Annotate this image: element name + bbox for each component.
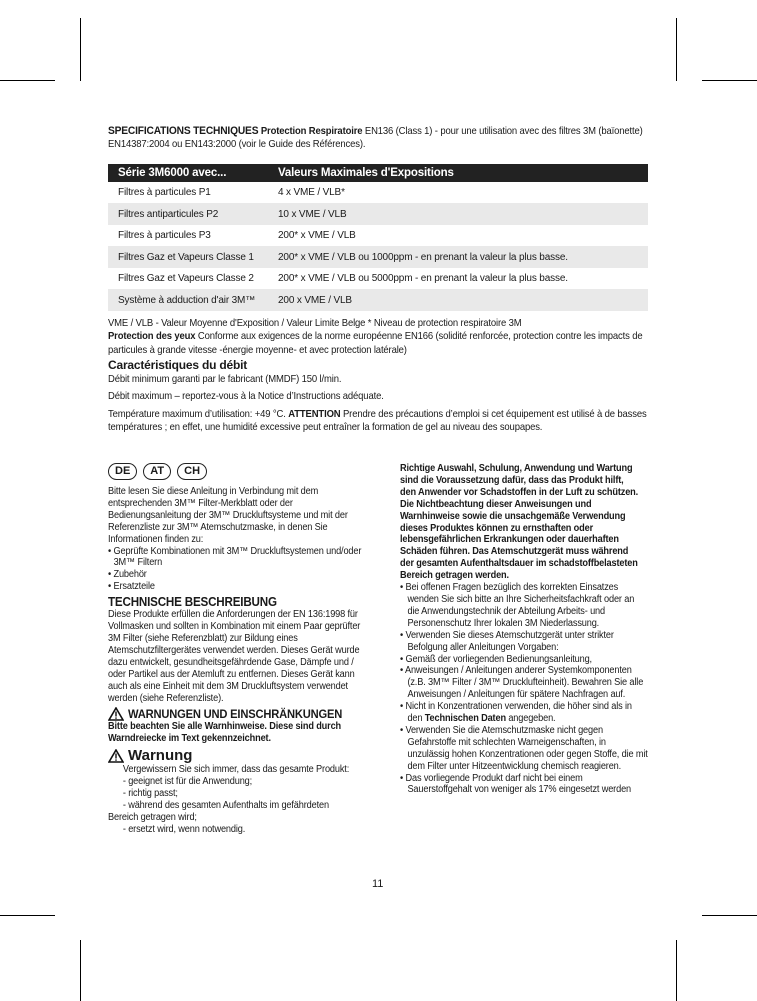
language-badges bbox=[108, 463, 366, 480]
table-cell: 200* x VME / VLB ou 1000ppm - en prenant la valeur la plus basse. bbox=[278, 246, 648, 268]
warnung-label: Warnung bbox=[128, 747, 193, 765]
table-cell: Filtres Gaz et Vapeurs Classe 1 bbox=[108, 246, 278, 268]
table-cell: Système à adduction d'air 3M™ bbox=[108, 289, 278, 311]
table-cell: Filtres Gaz et Vapeurs Classe 2 bbox=[118, 273, 254, 285]
language-badge: DE bbox=[108, 463, 137, 480]
bullet-item: • Verwenden Sie dieses Atemschutzgerät unter strikter Befolgung aller Anleitungen Vorgaben: bbox=[400, 629, 614, 653]
temperature-rest: Prendre des précautions d’emploi si cet équipement est utilisé à de basses températures ; en effet, une humidité excessive peut entraîner la formation de gel au niveau des soupapes. bbox=[108, 408, 647, 434]
bullet-item: • Gemäß der vorliegenden Bedienungsanleitung, bbox=[400, 653, 592, 665]
page-number: 11 bbox=[372, 878, 384, 890]
spec-title: SPECIFICATIONS TECHNIQUES bbox=[108, 125, 259, 137]
warning-triangle-icon bbox=[108, 749, 124, 763]
warning-triangle-icon bbox=[108, 707, 124, 721]
table-cell: 200* x VME / VLB bbox=[278, 230, 356, 242]
spec-text: EN136 (Class 1) - pour une utilisation avec des filtres 3M (baïonette) EN14387:2004 ou EN143:2000 (voir le Guide des Références). bbox=[108, 126, 643, 151]
eye-protection-text bbox=[108, 330, 650, 357]
warning-line: - während des gesamten Aufenthalts im gefährdeten bbox=[122, 799, 329, 811]
table-footnote: VME / VLB - Valeur Moyenne d'Exposition / Valeur Limite Belge * Niveau de protection respiratoire 3M bbox=[108, 317, 522, 329]
table-cell: Filtres à particules P3 bbox=[118, 230, 211, 242]
warning-line: - richtig passt; bbox=[122, 788, 178, 800]
crop-mark bbox=[702, 80, 757, 81]
warnung-row bbox=[108, 747, 366, 764]
table-cell: Filtres à particules P1 bbox=[118, 187, 211, 199]
table-row bbox=[108, 289, 648, 311]
crop-mark bbox=[80, 18, 81, 81]
bullet-item: • Das vorliegende Produkt darf nicht bei einem Sauerstoffgehalt von weniger als 17% eingesetzt werden bbox=[400, 772, 632, 796]
tech-body: Diese Produkte erfüllen die Anforderungen der EN 136:1998 für Vollmasken und sollten in Kombination mit einem Paar geprüfter 3M Filter (siehe Referenzblatt) zur Bildung eines Atemschutzfiltergerätes verwendet werden. Dieses Gerät wurde dazu entwickelt, gesundheitsgefährdende Gase, Dämpfe und / oder Partikel aus der Atemluft zu entfernen. Dieses Gerät kann auch als eine Einheit mit dem 3M Druckluftsystem verwendet werden (siehe Referenzliste). bbox=[108, 609, 361, 704]
warnings-heading: WARNUNGEN UND EINSCHRÄNKUNGEN bbox=[128, 707, 343, 722]
attention-label: ATTENTION bbox=[288, 408, 341, 420]
table-cell: 200 x VME / VLB bbox=[278, 289, 648, 311]
table-cell: 200* x VME / VLB ou 5000ppm - en prenant la valeur la plus basse. bbox=[278, 273, 568, 285]
warnings-note: Bitte beachten Sie alle Warnhinweise. Diese sind durch Warndreiecke im Text gekennzeichnet. bbox=[108, 721, 342, 745]
lead-paragraph: Richtige Auswahl, Schulung, Anwendung und Wartung sind die Voraussetzung dafür, dass das Produkt hilft, den Anwender vor Schadstoffen in der Luft zu schützen. Die Nichtbeachtung dieser Anweisungen und Warnhinweise sowie die unsachgemäße Verwendung dieses Produktes können zu ernsthaften oder lebensgefährlichen Erkrankungen oder dauerhaften Schäden führen. Das Atemschutzgerät muss während der gesamten Aufenthaltsdauer im schadstoffbelasteten Bereich getragen werden. bbox=[400, 463, 639, 582]
crop-mark bbox=[676, 940, 677, 1001]
warning-line: Vergewissern Sie sich immer, dass das gesamte Produkt: bbox=[122, 764, 350, 776]
bullet-item: • Verwenden Sie die Atemschutzmaske nicht gegen Gefahrstoffe mit schlechten Warneigenschaften, in unzulässig hohen Konzentrationen oder gegen Stoffe, die mit dem Filter unter Hitzeentwicklung chemisch reagieren. bbox=[400, 724, 648, 772]
table-row bbox=[108, 225, 648, 247]
table-cell: 4 x VME / VLB* bbox=[278, 187, 345, 199]
german-left-column bbox=[108, 463, 366, 836]
flow-heading: Caractéristiques du débit bbox=[108, 358, 248, 373]
crop-mark bbox=[0, 80, 55, 81]
list-item: 3M™ Filtern bbox=[113, 557, 163, 569]
table-row bbox=[108, 246, 648, 268]
language-badge: CH bbox=[177, 463, 207, 480]
table-header-cell: Valeurs Maximales d'Expositions bbox=[278, 164, 648, 182]
crop-mark bbox=[676, 18, 677, 81]
list-item: • Ersatzteile bbox=[108, 581, 155, 593]
warning-line: - geeignet ist für die Anwendung; bbox=[122, 776, 253, 788]
list-item: • Geprüfte Kombinationen mit 3M™ Druckluftsystemen und/oder bbox=[108, 545, 362, 557]
bullet-item bbox=[400, 701, 648, 725]
warning-line: - ersetzt wird, wenn notwendig. bbox=[122, 823, 246, 835]
french-spec-section bbox=[108, 125, 653, 435]
bullet-item: • Anweisungen / Anleitungen anderer Systemkomponenten (z.B. 3M™ Filter / 3M™ Drucklufteinheit). Bewahren Sie alle Anweisungen / Anleitungen für spätere Nachfragen auf. bbox=[400, 665, 644, 701]
flow-line: Débit minimum garanti par le fabricant (MMDF) 150 l/min. bbox=[108, 374, 342, 386]
spec-intro bbox=[108, 125, 650, 152]
language-badge: AT bbox=[143, 463, 171, 480]
temperature-text bbox=[108, 408, 650, 435]
table-row bbox=[108, 203, 648, 225]
eye-protection-body: Conforme aux exigences de la norme européenne EN166 (solidité renforcée, protection contre les impacts de particules à grande vitesse -énergie moyenne- et avec protection latérale) bbox=[108, 331, 643, 356]
exposure-table bbox=[108, 164, 648, 311]
german-right-column bbox=[400, 463, 648, 796]
intro-text: Bitte lesen Sie diese Anleitung in Verbindung mit dem entsprechenden 3M™ Filter-Merkblatt oder der Bedienungsanleitung der 3M™ Druckluftsysteme und mit der Referenzliste zur 3M™ Atemschutzmaske, in denen Sie Informationen finden zu: bbox=[108, 486, 348, 545]
crop-mark bbox=[702, 915, 757, 916]
spec-subtitle: Protection Respiratoire bbox=[260, 126, 363, 137]
tech-heading: TECHNISCHE BESCHREIBUNG bbox=[108, 595, 277, 610]
list-item: • Zubehör bbox=[108, 569, 147, 581]
warnings-heading-row bbox=[108, 707, 366, 721]
bullet-text: • Nicht in Konzentrationen verwenden, die höher sind als in den bbox=[400, 701, 632, 725]
flow-line: Débit maximum – reportez-vous à la Notice d’Instructions adéquate. bbox=[108, 391, 384, 403]
table-header-cell: Série 3M6000 avec... bbox=[108, 164, 278, 182]
temperature-pre: Température maximum d’utilisation: +49 °C. bbox=[108, 408, 289, 420]
table-cell: 10 x VME / VLB bbox=[278, 203, 648, 225]
table-cell: Filtres antiparticules P2 bbox=[108, 203, 278, 225]
bullet-text: angegeben. bbox=[505, 713, 556, 725]
table-header-row bbox=[108, 164, 648, 182]
crop-mark bbox=[80, 940, 81, 1001]
table-row bbox=[108, 182, 648, 204]
warning-line: Bereich getragen wird; bbox=[108, 811, 197, 823]
bullet-emphasis: Technischen Daten bbox=[424, 713, 506, 725]
bullet-item: • Bei offenen Fragen bezüglich des korrekten Einsatzes wenden Sie sich bitte an Ihre Sicherheitsfachkraft oder an die Anwendungstechnik der Abteilung Arbeits- und Personenschutz Ihrer lokalen 3M Niederlassung. bbox=[400, 582, 635, 629]
eye-protection-label: Protection des yeux bbox=[108, 331, 196, 343]
table-row bbox=[108, 268, 648, 290]
crop-mark bbox=[0, 915, 55, 916]
